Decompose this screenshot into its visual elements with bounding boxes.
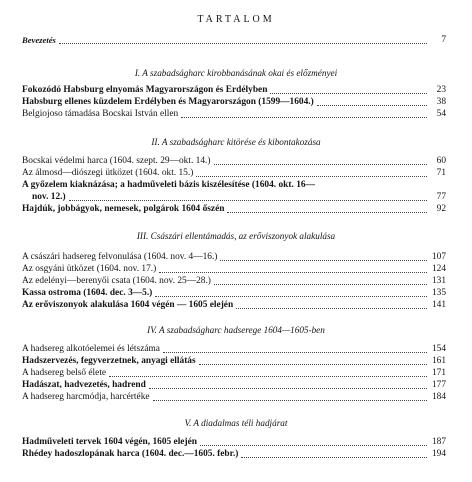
- toc-entry[interactable]: [22, 167, 446, 179]
- leader-dots: [200, 445, 427, 446]
- toc-page-number: 141: [431, 300, 446, 310]
- toc-entry[interactable]: [22, 343, 446, 355]
- toc-entry-label: A császári hadsereg felvonulása (1604. nov. 4—16.): [22, 252, 218, 262]
- toc-entry[interactable]: [22, 287, 446, 299]
- toc-entry-label: Az erőviszonyok alakulása 1604 végén — 1605 elején: [22, 300, 234, 310]
- toc-entry-label: Bocskai védelmi harca (1604. szept. 29—okt. 14.): [22, 156, 211, 166]
- toc-page-number: 38: [436, 97, 446, 107]
- toc-page-number: 92: [436, 204, 446, 214]
- toc-entry-label: Az edelényi—berenyői csata (1604. nov. 25—28.): [22, 276, 211, 286]
- toc-page-number: 184: [431, 392, 446, 402]
- toc-page-number: 135: [431, 288, 446, 298]
- toc-page-number: 124: [431, 264, 446, 274]
- toc-entry[interactable]: [22, 355, 446, 367]
- toc-entry[interactable]: [22, 391, 446, 403]
- toc-entry-label: Belgiojoso támadása Bocskai István ellen: [22, 109, 179, 119]
- section-heading-5: V. A diadalmas téli hadjárat: [184, 418, 288, 428]
- toc-entry-label: A hadsereg belső élete: [22, 368, 107, 378]
- toc-entry-label: A hadsereg harcmódja, harcértéke: [22, 392, 150, 402]
- toc-entry-label: Bevezetés: [22, 35, 56, 45]
- toc-page-number: 71: [436, 168, 446, 178]
- leader-dots: [227, 212, 427, 213]
- toc-entry-label: Hajdúk, jobbágyok, nemesek, polgárok 1604 őszén: [22, 204, 225, 214]
- toc-entry-intro[interactable]: [22, 34, 446, 46]
- leader-dots: [199, 364, 427, 365]
- leader-dots: [153, 400, 427, 401]
- toc-entry-label: Fokozódó Habsburg elnyomás Magyarországon és Erdélyben: [22, 85, 268, 95]
- toc-page-number: 23: [436, 85, 446, 95]
- toc-entry[interactable]: [22, 84, 446, 96]
- toc-page-number: 60: [436, 156, 446, 166]
- toc-entry[interactable]: [22, 367, 446, 379]
- section-heading-1: I. A szabadságharc kirobbanásának okai és előzményei: [134, 68, 338, 78]
- section-heading-3: III. Császári ellentámadás, az erőviszonyok alakulása: [136, 231, 336, 241]
- leader-dots: [317, 105, 427, 106]
- toc-entry-label-continued: nov. 12.): [32, 192, 66, 202]
- leader-dots: [236, 308, 427, 309]
- toc-entry[interactable]: [22, 203, 446, 215]
- leader-dots: [59, 43, 427, 44]
- leader-dots: [214, 164, 428, 165]
- toc-entry[interactable]: [22, 263, 446, 275]
- toc-entry-label: Kassa ostroma (1604. dec. 3—5.): [22, 288, 153, 298]
- toc-page-number: 154: [431, 344, 446, 354]
- leader-dots: [220, 260, 427, 261]
- leader-dots: [181, 117, 427, 118]
- toc-page-number: 7: [441, 35, 446, 45]
- leader-dots: [196, 176, 427, 177]
- toc-entry[interactable]: [22, 108, 446, 120]
- toc-entry[interactable]: [22, 275, 446, 287]
- leader-dots: [214, 284, 427, 285]
- toc-entry[interactable]: [22, 179, 446, 191]
- toc-entry[interactable]: [22, 251, 446, 263]
- leader-dots: [69, 200, 427, 201]
- toc-page-number: 131: [431, 276, 446, 286]
- toc-page-number: 107: [431, 252, 446, 262]
- toc-entry-label: A győzelem kiaknázása; a hadműveleti bázis kiszélesítése (1604. okt. 16—: [22, 180, 315, 190]
- toc-page-number: 171: [431, 368, 446, 378]
- toc-page-number: 194: [431, 449, 446, 459]
- leader-dots: [149, 388, 427, 389]
- toc-entry[interactable]: [22, 155, 446, 167]
- toc-page-number: 77: [436, 192, 446, 202]
- leader-dots: [270, 93, 427, 94]
- toc-page-number: 177: [431, 380, 446, 390]
- toc-entry[interactable]: [22, 299, 446, 311]
- leader-dots: [155, 296, 427, 297]
- toc-entry[interactable]: [22, 436, 446, 448]
- toc-entry-label: Hadászat, hadvezetés, hadrend: [22, 380, 146, 390]
- leader-dots: [109, 376, 427, 377]
- section-heading-4: IV. A szabadságharc hadserege 1604—1605-ben: [147, 325, 325, 335]
- toc-entry-label: A hadsereg alkotóelemei és létszáma: [22, 344, 160, 354]
- toc-entry-label: Az álmosd—diószegi ütközet (1604. okt. 15.): [22, 168, 194, 178]
- leader-dots: [163, 352, 427, 353]
- toc-entry[interactable]: [22, 379, 446, 391]
- page-title: TARTALOM: [197, 14, 275, 25]
- leader-dots: [159, 272, 427, 273]
- toc-page-number: 187: [431, 437, 446, 447]
- toc-entry-label: Habsburg ellenes küzdelem Erdélyben és Magyarországon (1599—1604.): [22, 97, 314, 107]
- toc-entry-label: Az osgyáni ütközet (1604. nov. 17.): [22, 264, 157, 274]
- toc-entry-label: Hadszervezés, fegyverzetnek, anyagi ellátás: [22, 356, 196, 366]
- toc-entry-label: Hadműveleti tervek 1604 végén, 1605 elején: [22, 437, 197, 447]
- toc-page-number: 161: [431, 356, 446, 366]
- toc-entry-label: Rhédey hadoszlopának harca (1604. dec.—1605. febr.): [22, 449, 239, 459]
- section-heading-2: II. A szabadságharc kitörése és kibontakozása: [151, 137, 321, 147]
- leader-dots: [241, 457, 427, 458]
- toc-entry[interactable]: [22, 448, 446, 460]
- toc-entry[interactable]: [22, 96, 446, 108]
- toc-page-number: 54: [436, 109, 446, 119]
- toc-entry-continuation[interactable]: [22, 191, 446, 203]
